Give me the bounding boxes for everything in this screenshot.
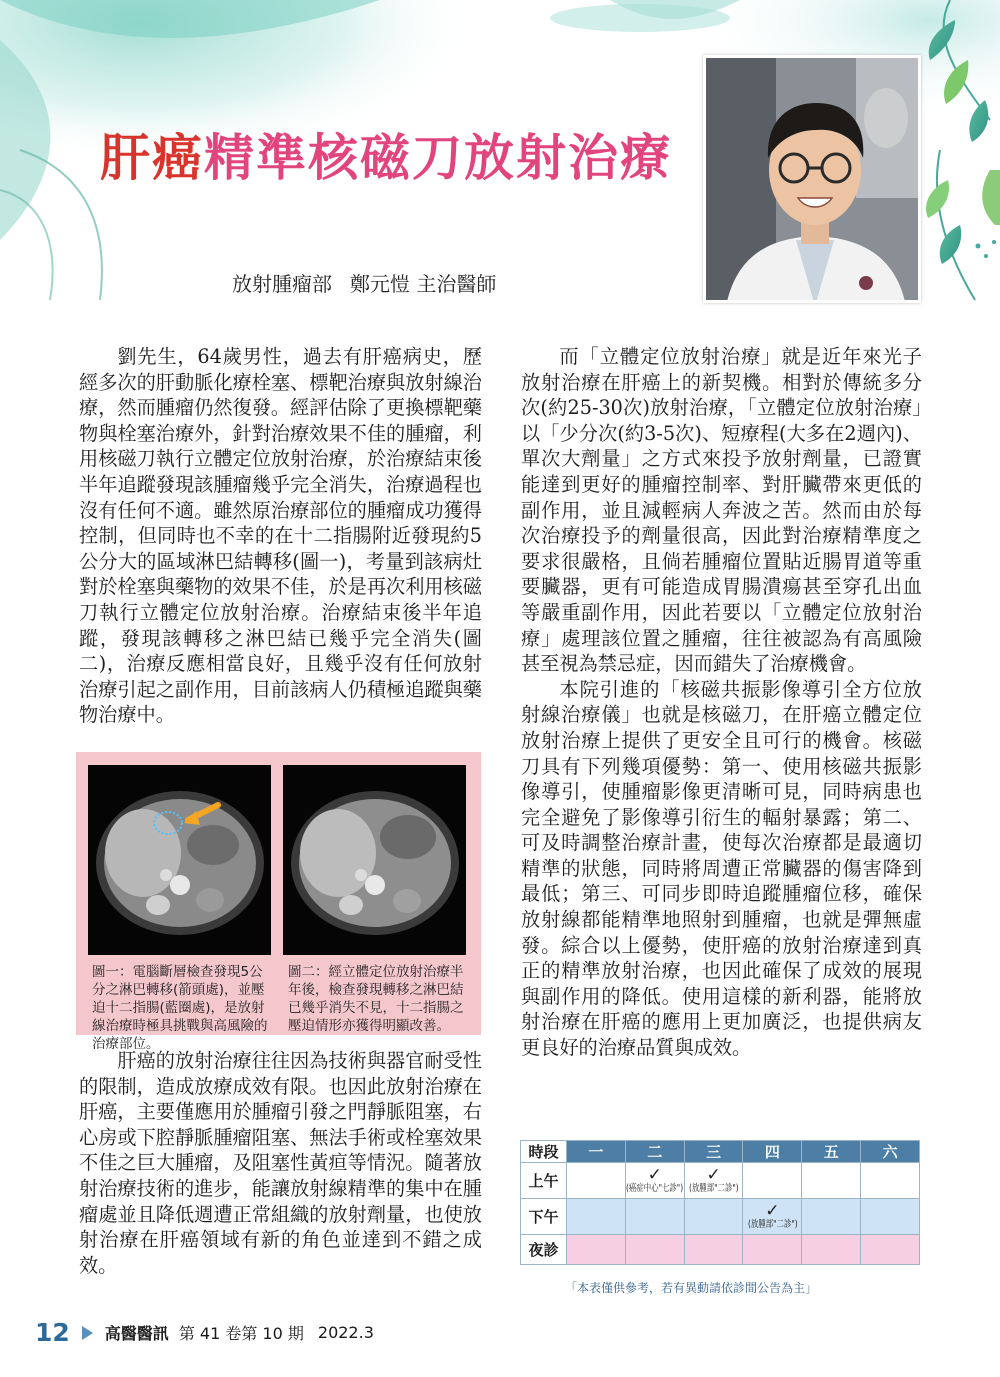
schedule-header-cell: 時段	[521, 1141, 567, 1163]
page-footer	[35, 1318, 374, 1347]
schedule-cell	[684, 1199, 743, 1235]
schedule-cell	[625, 1235, 684, 1265]
schedule-row-label: 夜診	[521, 1235, 567, 1265]
publication-name: 高醫醫訊	[104, 1324, 169, 1343]
author-name: 鄭元愷 主治醫師	[350, 272, 497, 296]
schedule-cell	[802, 1235, 861, 1265]
schedule-header-cell: 二	[625, 1141, 684, 1163]
issue-volume: 第 41 卷第 10 期	[178, 1324, 304, 1343]
schedule-disclaimer: 「本表僅供參考，若有異動請依診間公告為主」	[565, 1281, 818, 1295]
doctor-portrait-image	[706, 58, 921, 303]
figure-panel	[76, 752, 481, 1052]
schedule-row-label: 下午	[521, 1199, 567, 1235]
clinic-note: (癌症中心"七診")	[626, 1183, 684, 1195]
schedule-cell	[743, 1235, 802, 1265]
schedule-header-cell: 五	[802, 1141, 861, 1163]
paragraph: 肝癌的放射治療往往因為技術與器官耐受性的限制，造成放療成效有限。也因此放射治療在肝癌，主要僅應用於腫瘤引發之門靜脈阻塞，右心房或下腔靜脈腫瘤阻塞、無法手術或栓塞效果不佳之巨大腫瘤，及阻塞性黃疸等情況。隨著放射治療技術的進步，能讓放射線精準的集中在腫瘤處並且降低週遭正常組織的放射劑量，也使放射治療在肝癌領域有新的角色並達到不錯之成效。	[79, 1049, 482, 1277]
paragraph: 劉先生，64歲男性，過去有肝癌病史，歷經多次的肝動脈化療栓塞、標靶治療與放射線治療，然而腫瘤仍然復發。經評估除了更換標靶藥物與栓塞治療外，針對治療效果不佳的腫瘤，利用核磁刀執行立體定位放射治療，於治療結束後半年追蹤發現該腫瘤幾乎完全消失，治療過程也沒有任何不適。雖然原治療部位的腫瘤成功獲得控制，但同時也不幸的在十二指腸附近發現約5公分大的區域淋巴結轉移(圖一)，考量到該病灶對於栓塞與藥物的效果不佳，於是再次利用核磁刀執行立體定位放射治療。治療結束後半年追蹤，發現該轉移之淋巴結已幾乎完全消失(圖二)，治療反應相當良好，且幾乎沒有任何放射治療引起之副作用，目前該病人仍積極追蹤與藥物治療中。	[79, 345, 482, 727]
checkmark-icon: ✓	[647, 1165, 662, 1186]
checkmark-icon: ✓	[706, 1165, 721, 1186]
body-left-top	[79, 344, 482, 728]
schedule-cell	[802, 1163, 861, 1199]
clinic-schedule-table	[520, 1140, 920, 1265]
schedule-row	[521, 1235, 920, 1265]
paragraph: 本院引進的「核磁共振影像導引全方位放射線治療儀」也就是核磁刀，在肝癌立體定位放射治療上提供了更安全且可行的機會。核磁刀具有下列幾項優勢：第一、使用核磁共振影像導引，使腫瘤影像更清晰可見，同時病患也完全避免了影像導引衍生的輻射暴露；第二、可及時調整治療計畫，使每次治療都是最適切精準的狀態，同時將周遭正常臟器的傷害降到最低；第三、可同步即時追蹤腫瘤位移，確保放射線都能精準地照射到腫瘤，也就是彈無虛發。綜合以上優勢，使肝癌的放射治療達到真正的精準放射治療，也因此確保了成效的展現與副作用的降低。使用這樣的新利器，能將放射治療在肝癌的應用上更加廣泛，也提供病友更良好的治療品質與成效。	[521, 677, 922, 1060]
page-number: 12	[35, 1318, 70, 1347]
schedule-cell	[567, 1163, 626, 1199]
schedule-cell	[567, 1199, 626, 1235]
schedule-cell	[743, 1199, 802, 1235]
byline	[232, 268, 514, 297]
schedule-header-cell: 六	[861, 1141, 920, 1163]
schedule-cell	[625, 1199, 684, 1235]
schedule-row	[521, 1199, 920, 1235]
body-left-bottom	[79, 1048, 482, 1278]
schedule-header-row	[521, 1141, 920, 1163]
title-highlight: 肝癌	[100, 129, 204, 187]
schedule-cell	[861, 1163, 920, 1199]
paragraph: 而「立體定位放射治療」就是近年來光子放射治療在肝癌上的新契機。相對於傳統多分次(約25-30次)放射治療，「立體定位放射治療」以「少分次(約3-5次)、短療程(大多在2週內)、單次大劑量」之方式來投予放射劑量，已證實能達到更好的腫瘤控制率、對肝臟帶來更低的副作用，並且減輕病人奔波之苦。然而由於每次治療投予的劑量很高，因此對治療精準度之要求很嚴格，且倘若腫瘤位置貼近腸胃道等重要臟器，更有可能造成胃腸潰瘍甚至穿孔出血等嚴重副作用，因此若要以「立體定位放射治療」處理該位置之腫瘤，往往被認為有高風險甚至視為禁忌症，因而錯失了治療機會。	[521, 345, 922, 676]
schedule-cell	[861, 1235, 920, 1265]
ct-scan-figure-2	[283, 765, 466, 955]
figure-2-caption: 圖二：經立體定位放射治療半年後，檢查發現轉移之淋巴結已幾乎消失不見，十二指腸之壓迫情形亦獲得明顯改善。	[288, 964, 464, 1034]
author-photo	[703, 55, 921, 303]
clinic-note: (放腫部"二診")	[747, 1219, 798, 1231]
schedule-cell	[625, 1163, 684, 1199]
checkmark-icon: ✓	[765, 1201, 780, 1222]
ct-scan-figure-1	[88, 765, 271, 955]
schedule-body	[521, 1163, 920, 1265]
schedule-row-label: 上午	[521, 1163, 567, 1199]
schedule-cell	[684, 1163, 743, 1199]
title-main: 精準核磁刀放射治療	[204, 129, 672, 187]
schedule-row	[521, 1163, 920, 1199]
schedule-header-cell: 一	[567, 1141, 626, 1163]
schedule-header-cell: 三	[684, 1141, 743, 1163]
clinic-note: (放腫部"二診")	[688, 1183, 739, 1195]
schedule-cell	[567, 1235, 626, 1265]
article-title	[100, 118, 672, 190]
schedule-cell	[684, 1235, 743, 1265]
issue-date: 2022.3	[317, 1323, 374, 1342]
schedule-cell	[861, 1199, 920, 1235]
body-right	[521, 344, 922, 1061]
triangle-icon	[82, 1326, 93, 1340]
figure-1-caption: 圖一：電腦斷層檢查發現5公分之淋巴轉移(箭頭處)，並壓迫十二指腸(藍圈處)，是放射線治療時極具挑戰與高風險的治療部位。	[92, 964, 268, 1052]
department-name: 放射腫瘤部	[232, 272, 332, 296]
schedule-header-cell: 四	[743, 1141, 802, 1163]
schedule-cell	[743, 1163, 802, 1199]
schedule-cell	[802, 1199, 861, 1235]
